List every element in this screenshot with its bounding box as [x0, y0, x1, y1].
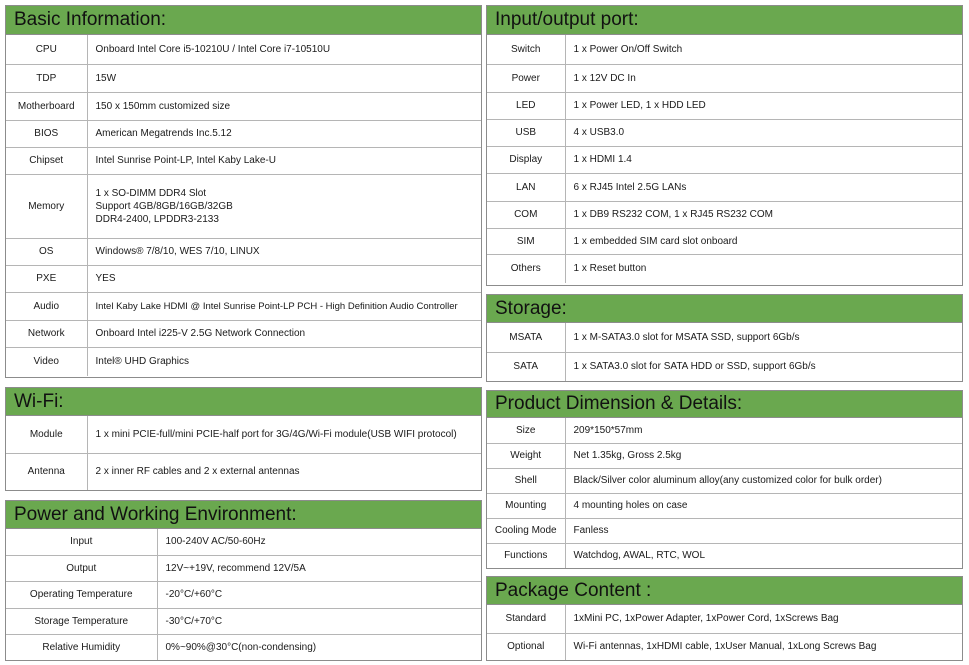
spec-value: 1 x M-SATA3.0 slot for MSATA SSD, support 6Gb/s: [573, 331, 800, 343]
spec-value: Intel Sunrise Point-LP, Intel Kaby Lake-U: [87, 147, 481, 174]
spec-label: OS: [6, 238, 87, 265]
spec-value: American Megatrends Inc.5.12: [87, 120, 481, 147]
table-row: [487, 468, 962, 493]
io-port-section: [486, 5, 963, 286]
table-row: [487, 543, 962, 568]
section-title: Wi-Fi:: [6, 388, 481, 416]
table-row: [487, 173, 962, 201]
section-title: Package Content :: [487, 577, 962, 605]
spec-value: 15W: [87, 64, 481, 92]
table-row: [6, 634, 481, 660]
spec-value: Onboard Intel Core i5-10210U / Intel Core i7-10510U: [95, 43, 331, 55]
spec-label: Functions: [487, 543, 565, 568]
spec-table: [487, 35, 962, 283]
table-row: [487, 352, 962, 381]
table-row: [6, 292, 481, 320]
spec-value: 0%~90%@30°C(non-condensing): [157, 634, 481, 660]
memory-line: 1 x SO-DIMM DDR4 Slot: [95, 187, 207, 199]
spec-value: Fanless: [565, 518, 962, 543]
table-row: [487, 119, 962, 146]
section-title: Basic Information:: [6, 6, 481, 35]
table-row: [6, 347, 481, 376]
spec-label: Standard: [487, 605, 565, 633]
spec-value: 1 x DB9 RS232 COM, 1 x RJ45 RS232 COM: [565, 201, 962, 228]
table-row: [6, 265, 481, 292]
memory-line: Support 4GB/8GB/16GB/32GB: [95, 200, 233, 212]
table-row: [487, 254, 962, 283]
spec-value: 4 mounting holes on case: [565, 493, 962, 518]
spec-label: Others: [487, 254, 565, 283]
spec-value: Intel® UHD Graphics: [87, 347, 481, 376]
spec-label: SATA: [487, 352, 565, 381]
spec-label: TDP: [6, 64, 87, 92]
table-row: [487, 605, 962, 633]
spec-label: PXE: [6, 265, 87, 292]
table-row: [487, 493, 962, 518]
table-row: [6, 416, 481, 453]
spec-label: Optional: [487, 633, 565, 660]
spec-value: 12V~+19V, recommend 12V/5A: [157, 555, 481, 581]
table-row: [487, 323, 962, 352]
spec-label: Input: [6, 529, 157, 555]
spec-value: -20°C/+60°C: [157, 581, 481, 608]
spec-label: Video: [6, 347, 87, 376]
spec-value: 1 x mini PCIE-full/mini PCIE-half port for 3G/4G/Wi-Fi module(USB WIFI protocol): [95, 428, 457, 440]
spec-label: CPU: [6, 35, 87, 64]
spec-label: Audio: [6, 292, 87, 320]
spec-value: 1 x Power LED, 1 x HDD LED: [565, 92, 962, 119]
section-title: Product Dimension & Details:: [487, 391, 962, 418]
table-row: [6, 581, 481, 608]
spec-label: Module: [6, 416, 87, 453]
spec-label: Antenna: [6, 453, 87, 490]
spec-label: Motherboard: [6, 92, 87, 120]
power-environment-section: [5, 500, 482, 661]
spec-value: -30°C/+70°C: [157, 608, 481, 634]
spec-label: Relative Humidity: [6, 634, 157, 660]
table-row: [6, 320, 481, 347]
spec-label: Cooling Mode: [487, 518, 565, 543]
table-row: [487, 633, 962, 660]
section-title: Power and Working Environment:: [6, 501, 481, 529]
spec-value: 150 x 150mm customized size: [87, 92, 481, 120]
table-row: [6, 120, 481, 147]
spec-value: 100-240V AC/50-60Hz: [165, 536, 266, 548]
spec-value: Wi-Fi antennas, 1xHDMI cable, 1xUser Manual, 1xLong Screws Bag: [565, 633, 962, 660]
table-row: [6, 64, 481, 92]
spec-label: COM: [487, 201, 565, 228]
spec-table: [6, 35, 481, 376]
spec-value: 209*150*57mm: [573, 424, 643, 436]
spec-label: Mounting: [487, 493, 565, 518]
product-dimension-section: [486, 390, 963, 569]
table-row: [6, 147, 481, 174]
storage-section: [486, 294, 963, 382]
spec-value: Net 1.35kg, Gross 2.5kg: [565, 443, 962, 468]
spec-value: Watchdog, AWAL, RTC, WOL: [565, 543, 962, 568]
table-row: [487, 92, 962, 119]
spec-label: BIOS: [6, 120, 87, 147]
table-row: [6, 92, 481, 120]
spec-value: YES: [87, 265, 481, 292]
spec-value: 6 x RJ45 Intel 2.5G LANs: [565, 173, 962, 201]
basic-information-section: [5, 5, 482, 378]
spec-value: 1 x Reset button: [565, 254, 962, 283]
wifi-section: [5, 387, 482, 491]
spec-value: 1xMini PC, 1xPower Adapter, 1xPower Cord, 1xScrews Bag: [573, 613, 839, 625]
table-row: [487, 228, 962, 254]
spec-label: LAN: [487, 173, 565, 201]
table-row: [487, 518, 962, 543]
spec-value: 1 x HDMI 1.4: [565, 146, 962, 173]
spec-value: 1 x embedded SIM card slot onboard: [565, 228, 962, 254]
spec-label: Output: [6, 555, 157, 581]
spec-label: Network: [6, 320, 87, 347]
spec-label: Memory: [6, 174, 87, 238]
spec-label: Chipset: [6, 147, 87, 174]
section-title: Input/output port:: [487, 6, 962, 35]
spec-value: Windows® 7/8/10, WES 7/10, LINUX: [87, 238, 481, 265]
table-row: [487, 201, 962, 228]
table-row: [487, 146, 962, 173]
spec-value: [87, 174, 481, 238]
spec-value: 1 x SATA3.0 slot for SATA HDD or SSD, support 6Gb/s: [565, 352, 962, 381]
table-row: [487, 35, 962, 64]
spec-label: Storage Temperature: [6, 608, 157, 634]
spec-label: Power: [487, 64, 565, 92]
table-row: [6, 555, 481, 581]
spec-label: Weight: [487, 443, 565, 468]
table-row: [6, 529, 481, 555]
spec-label: Switch: [487, 35, 565, 64]
spec-table: [6, 416, 481, 490]
package-content-section: [486, 576, 963, 661]
spec-label: Shell: [487, 468, 565, 493]
table-row: [6, 608, 481, 634]
table-row: [487, 64, 962, 92]
spec-table: [6, 529, 481, 660]
spec-value: 1 x Power On/Off Switch: [573, 43, 683, 55]
spec-label: Size: [487, 418, 565, 443]
spec-label: USB: [487, 119, 565, 146]
section-title: Storage:: [487, 295, 962, 323]
table-row: [6, 35, 481, 64]
table-row: [487, 418, 962, 443]
spec-value: 1 x 12V DC In: [565, 64, 962, 92]
spec-label: LED: [487, 92, 565, 119]
table-row: [6, 174, 481, 238]
spec-value: 2 x inner RF cables and 2 x external antennas: [87, 453, 481, 490]
spec-value: Onboard Intel i225-V 2.5G Network Connection: [87, 320, 481, 347]
table-row: [6, 453, 481, 490]
table-row: [6, 238, 481, 265]
spec-table: [487, 605, 962, 660]
memory-line: DDR4-2400, LPDDR3-2133: [95, 213, 219, 225]
spec-table: [487, 323, 962, 381]
spec-label: MSATA: [487, 323, 565, 352]
spec-value: Intel Kaby Lake HDMI @ Intel Sunrise Point-LP PCH - High Definition Audio Controller: [87, 292, 481, 320]
spec-label: Display: [487, 146, 565, 173]
spec-value: 4 x USB3.0: [565, 119, 962, 146]
table-row: [487, 443, 962, 468]
spec-label: Operating Temperature: [6, 581, 157, 608]
spec-label: SIM: [487, 228, 565, 254]
spec-table: [487, 418, 962, 568]
spec-value: Black/Silver color aluminum alloy(any customized color for bulk order): [565, 468, 962, 493]
